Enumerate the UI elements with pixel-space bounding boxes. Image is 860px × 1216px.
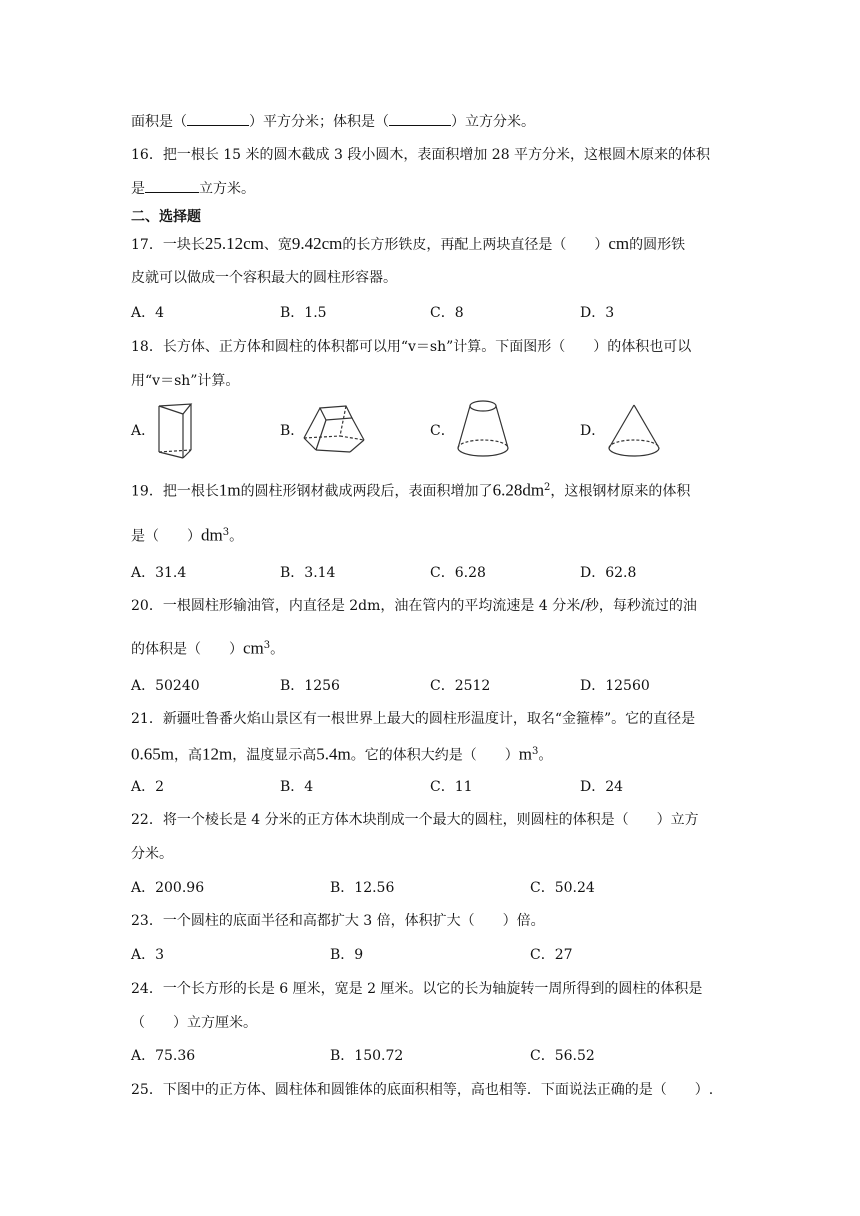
q23-option-a: A．3 — [131, 947, 165, 963]
section-heading-choice: 二、选择题 — [131, 209, 201, 225]
q17-option-c: C．8 — [430, 305, 464, 321]
q19-option-b: B．3.14 — [280, 565, 336, 581]
q17-option-d: D．3 — [580, 305, 615, 321]
q17-option-b: B．1.5 — [280, 305, 327, 321]
q18-option-d: D． — [580, 423, 606, 439]
q20-option-b: B．1256 — [280, 678, 340, 694]
q21-line1: 21．新疆吐鲁番火焰山景区有一根世界上最大的圆柱形温度计，取名“金箍棒”。它的直径是 — [131, 711, 696, 727]
q21-option-b: B．4 — [280, 779, 314, 795]
q20-line1: 20．一根圆柱形输油管，内直径是 2dm，油在管内的平均流速是 4 分米/秒，每秒流过的油 — [131, 598, 697, 614]
q20-line2: 的体积是（ ）$cm^3$。 — [131, 638, 285, 658]
q19-line1: 19．把一根长1m的圆柱形钢材截成两段后，表面积增加了$6.28dm^2$，这根钢材原来的体积 — [131, 480, 691, 500]
truncated-cone-icon — [455, 398, 511, 462]
q18-option-a: A． — [131, 423, 156, 439]
answer-blank — [187, 125, 249, 126]
q17-line1: 17．一块长25.12cm、宽9.42cm的长方形铁皮，再配上两块直径是（ ）cm的圆形铁 — [131, 234, 686, 253]
answer-blank — [145, 192, 199, 193]
q20-option-d: D．12560 — [580, 678, 650, 694]
q19-option-d: D．62.8 — [580, 565, 637, 581]
q20-option-a: A．50240 — [131, 678, 200, 694]
q22-option-c: C．50.24 — [530, 880, 595, 896]
q24-option-b: B．150.72 — [330, 1048, 404, 1064]
q18-line2: 用“v＝sh”计算。 — [131, 373, 240, 389]
q22-option-b: B．12.56 — [330, 880, 395, 896]
q22-option-a: A．200.96 — [131, 880, 205, 896]
q18-option-c: C． — [430, 423, 455, 439]
q22-line1: 22．将一个棱长是 4 分米的正方体木块削成一个最大的圆柱，则圆柱的体积是（ ）立方 — [131, 812, 699, 828]
q18-option-b: B． — [280, 423, 305, 439]
q18-line1: 18．长方体、正方体和圆柱的体积都可以用“v＝sh”计算。下面图形（ ）的体积也可以 — [131, 339, 692, 355]
q17-option-a: A．4 — [131, 305, 165, 321]
q25-line1: 25．下图中的正方体、圆柱体和圆锥体的底面积相等，高也相等．下面说法正确的是（ ）. — [131, 1082, 714, 1098]
triangular-prism-icon — [155, 400, 200, 462]
q19-option-c: C．6.28 — [430, 565, 486, 581]
q17-line2: 皮就可以做成一个容积最大的圆柱形容器。 — [131, 270, 397, 286]
q24-line2: （ ）立方厘米。 — [131, 1015, 257, 1031]
q20-option-c: C．2512 — [430, 678, 491, 694]
q15-continuation: 面积是（ ）平方分米；体积是（ ）立方分米。 — [131, 114, 535, 130]
q24-line1: 24．一个长方形的长是 6 厘米，宽是 2 厘米。以它的长为轴旋转一周所得到的圆柱的体积是 — [131, 981, 703, 997]
cone-icon — [606, 402, 662, 462]
answer-blank — [389, 125, 451, 126]
q16-line1: 16．把一根长 15 米的圆木截成 3 段小圆木，表面积增加 28 平方分米，这根圆木原来的体积 — [131, 147, 711, 163]
q21-option-a: A．2 — [131, 779, 165, 795]
q21-option-c: C．11 — [430, 779, 473, 795]
q21-option-d: D．24 — [580, 779, 624, 795]
q24-option-a: A．75.36 — [131, 1048, 196, 1064]
q23-option-c: C．27 — [530, 947, 573, 963]
q22-line2: 分米。 — [131, 846, 173, 862]
q19-option-a: A．31.4 — [131, 565, 187, 581]
q23-line1: 23．一个圆柱的底面半径和高都扩大 3 倍，体积扩大（ ）倍。 — [131, 913, 545, 929]
frustum-prism-icon — [302, 402, 368, 458]
q21-line2: 0.65m，高12m，温度显示高5.4m。它的体积大约是（ ）$m^3$。 — [131, 744, 553, 764]
q23-option-b: B．9 — [330, 947, 364, 963]
q16-line2: 是 立方米。 — [131, 181, 255, 197]
q19-line2: 是（ ）$dm^3$。 — [131, 525, 244, 545]
q24-option-c: C．56.52 — [530, 1048, 595, 1064]
